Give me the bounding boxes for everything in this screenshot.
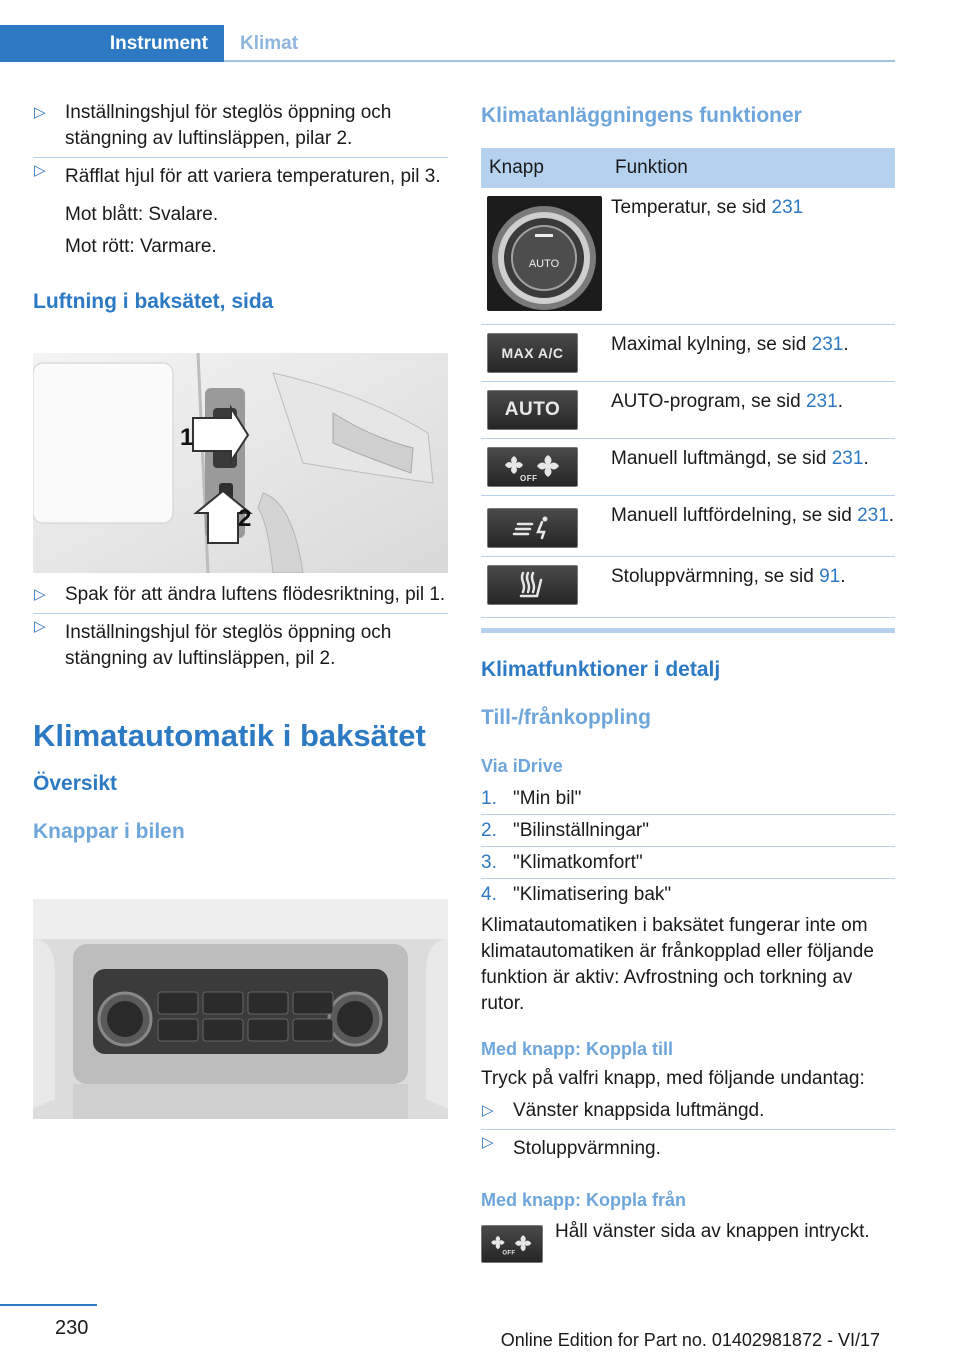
on-text: Tryck på valfri knapp, med följande undantag: xyxy=(481,1068,865,1089)
heading-side-vent: Luftning i baksätet, sida xyxy=(33,290,274,313)
functions-table xyxy=(481,148,895,618)
list-item: 1. "Min bil" xyxy=(481,783,895,815)
heading-overview: Översikt xyxy=(33,772,118,795)
bullet-list-top xyxy=(33,100,448,196)
tab-instrument[interactable]: Instrument xyxy=(0,25,224,62)
heading-button-off: Med knapp: Koppla från xyxy=(481,1190,687,1210)
right-column-lower xyxy=(481,658,895,1263)
max-ac-icon: MAX A/C xyxy=(487,333,578,373)
list-item: 4. "Klimatisering bak" xyxy=(481,884,672,905)
heading-rear-climate: Klimatautomatik i baksätet xyxy=(33,718,426,753)
temperature-knob-icon xyxy=(487,196,602,311)
table-row: Manuell luftfördelning, se sid 231. xyxy=(481,495,895,556)
table-header-row xyxy=(481,148,895,188)
col-header-knapp: Knapp xyxy=(481,148,607,188)
rear-side-vent-photo xyxy=(33,353,448,573)
list-item: 3. "Klimatkomfort" xyxy=(481,847,895,879)
seat-heating-icon xyxy=(487,565,578,605)
air-distribution-icon xyxy=(487,508,578,548)
sub-line-warm: Mot rött: Varmare. xyxy=(65,236,217,257)
table-end-bar xyxy=(481,628,895,633)
list-item: ▷ Inställningshjul för steglös öppning och stängning av luftinsläppen, pilar 2. xyxy=(33,100,448,158)
heading-functions-table: Klimatanläggningens funktioner xyxy=(481,104,802,127)
page-link-231[interactable]: 231 xyxy=(805,390,838,412)
page-header xyxy=(0,0,895,62)
table-row: AUTO AUTO-program, se sid 231. xyxy=(481,381,895,438)
paragraph-note: Klimatautomatiken i baksätet fungerar inte om klimatautomatiken är frånkopplad eller följande funktion är aktiv: Avfrostning och torkning av rutor. xyxy=(481,915,874,1014)
table-row: MAX A/C Maximal kylning, se sid 231. xyxy=(481,324,895,381)
fan-off-icon xyxy=(487,447,578,487)
steps-list xyxy=(481,783,895,911)
off-text: Håll vänster sida av knappen intryckt. xyxy=(555,1221,870,1242)
table-row: AUTO Temperatur, se sid 231 xyxy=(481,188,895,324)
heading-button-on: Med knapp: Koppla till xyxy=(481,1039,673,1059)
table-row: OFF Manuell luftmängd, se sid 231. xyxy=(481,438,895,495)
footer-rule xyxy=(0,1304,97,1306)
off-instruction xyxy=(481,1221,895,1263)
functions-table-wrap xyxy=(481,148,895,633)
arrow-label-1: 1 xyxy=(180,424,194,451)
arrow-label-2: 2 xyxy=(238,505,252,532)
heading-buttons-in-car: Knappar i bilen xyxy=(33,820,185,843)
table-row: Stoluppvärmning, se sid 91. xyxy=(481,556,895,617)
list-item: ▷ Räfflat hjul för att variera temperaturen, pil 3. xyxy=(34,162,441,187)
heading-climate-detail: Klimatfunktioner i detalj xyxy=(481,658,721,681)
left-column xyxy=(33,100,448,314)
col-header-funktion: Funktion xyxy=(607,148,895,188)
svg-text:OFF: OFF xyxy=(519,473,537,482)
page-link-91[interactable]: 91 xyxy=(819,565,841,587)
list-item: ▷ Inställningshjul för steglös öppning och stängning av luftinsläppen, pil 2. xyxy=(34,618,392,669)
svg-text:AUTO: AUTO xyxy=(528,258,560,270)
page-link-231[interactable]: 231 xyxy=(771,197,804,218)
fan-off-icon xyxy=(481,1225,543,1263)
right-column xyxy=(481,104,895,128)
list-item: ▷ Stoluppvärmning. xyxy=(482,1134,661,1159)
on-bullets xyxy=(481,1098,895,1168)
left-column-lower xyxy=(33,582,448,844)
svg-text:OFF: OFF xyxy=(502,1250,516,1257)
list-item: 2. "Bilinställningar" xyxy=(481,815,895,847)
page-link-231[interactable]: 231 xyxy=(811,333,844,355)
page-link-231[interactable]: 231 xyxy=(857,504,889,526)
auto-icon: AUTO xyxy=(487,390,578,430)
heading-on-off: Till-/frånkoppling xyxy=(481,706,651,729)
page-link-231[interactable]: 231 xyxy=(831,447,864,469)
list-item: ▷ Spak för att ändra luftens flödesriktning, pil 1. xyxy=(33,582,448,614)
list-item: ▷ Vänster knappsida luftmängd. xyxy=(481,1098,895,1130)
page-number: 230 xyxy=(55,1317,89,1339)
rear-climate-panel-photo xyxy=(33,899,448,1119)
sub-line-cool: Mot blått: Svalare. xyxy=(65,204,219,225)
bullet-list-mid xyxy=(33,582,448,678)
edition-text: Online Edition for Part no. 01402981872 - VI/17 xyxy=(500,1330,880,1350)
heading-via-idrive: Via iDrive xyxy=(481,756,563,776)
tab-klimat[interactable]: Klimat xyxy=(240,33,299,54)
